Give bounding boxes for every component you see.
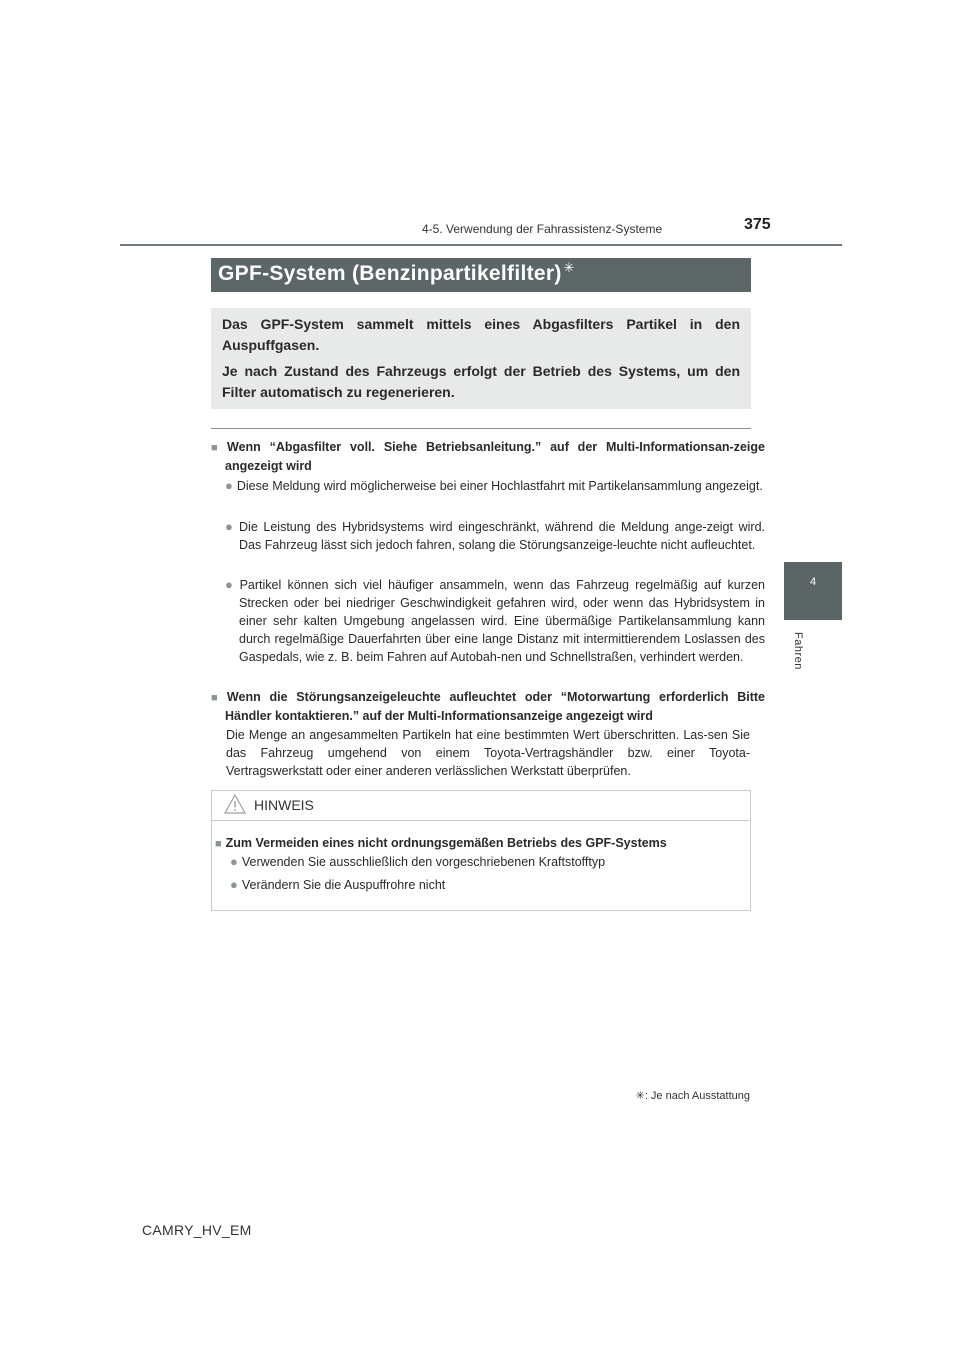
square-bullet-icon: ■ bbox=[211, 692, 223, 704]
square-bullet-icon: ■ bbox=[211, 442, 223, 454]
bullet-item: ● Die Leistung des Hybridsystems wird eingeschränkt, während die Meldung ange-zeigt wird. Das Fahrzeug lässt sich jedoch fahren, solang die Störungsanzeige-leuchte nicht aufleuchtet. bbox=[225, 519, 765, 552]
asterisk-icon: ✳ bbox=[563, 260, 575, 275]
chapter-tab bbox=[784, 562, 842, 620]
section-heading-1: ■ Wenn “Abgasfilter voll. Siehe Betriebsanleitung.” auf der Multi-Informationsan-zeige angezeigt wird bbox=[211, 440, 765, 473]
header-rule bbox=[120, 244, 842, 246]
section-heading-2: ■ Wenn die Störungsanzeigeleuchte aufleuchtet oder “Motorwartung erforderlich Bitte Händler kontaktieren.” auf der Multi-Informationsanzeige angezeigt wird bbox=[211, 690, 765, 723]
chapter-label: Fahren bbox=[792, 632, 804, 670]
circle-bullet-icon: ● bbox=[225, 519, 236, 534]
notice-divider bbox=[211, 820, 751, 821]
page-number: 375 bbox=[744, 216, 771, 233]
bullet-item: ● Diese Meldung wird möglicherweise bei einer Hochlastfahrt mit Partikelansammlung angezeigt. bbox=[225, 478, 763, 493]
warning-triangle-icon bbox=[224, 794, 246, 814]
asterisk-icon: ✳ bbox=[635, 1090, 645, 1102]
notice-item: ● Verändern Sie die Auspuffrohre nicht bbox=[230, 877, 446, 892]
chapter-number: 4 bbox=[809, 576, 817, 588]
square-bullet-icon: ■ bbox=[215, 838, 222, 850]
footnote: ✳: Je nach Ausstattung bbox=[635, 1090, 750, 1102]
intro-paragraph-2: Je nach Zustand des Fahrzeugs erfolgt der Betrieb des Systems, um den Filter automatisch zu regenerieren. bbox=[222, 363, 740, 400]
section-paragraph: Die Menge an angesammelten Partikeln hat eine bestimmten Wert überschritten. Las-sen Sie das Fahrzeug umgehend von einem Toyota-Vertragshändler bzw. einer Toyota-Vertragswerkstatt oder einer anderen verlässlichen Werkstatt überprüfen. bbox=[226, 728, 750, 778]
circle-bullet-icon: ● bbox=[225, 577, 236, 592]
bullet-item: ● Partikel können sich viel häufiger ansammeln, wenn das Fahrzeug regelmäßig auf kurzen Strecken oder bei niedriger Geschwindigkeit gefahren wird, oder wenn das Hybridsystem in einer sehr kalten Umgebung angelassen wird. Eine übermäßige Partikelansammlung kann durch regelmäßige Dauerfahrten über eine lange Distanz mit intermittierendem Loslassen des Gaspedals, wie z. B. beim Fahren auf Autobah-nen und Schnellstraßen, verhindert werden. bbox=[225, 577, 765, 664]
intro-paragraph-1: Das GPF-System sammelt mittels eines Abgasfilters Partikel in den Auspuffgasen. bbox=[222, 316, 740, 353]
circle-bullet-icon: ● bbox=[230, 854, 238, 869]
document-code: CAMRY_HV_EM bbox=[142, 1222, 252, 1238]
notice-heading: ■ Zum Vermeiden eines nicht ordnungsgemäßen Betriebs des GPF-Systems bbox=[215, 836, 667, 850]
notice-item: ● Verwenden Sie ausschließlich den vorgeschriebenen Kraftstofftyp bbox=[230, 854, 606, 869]
running-header: 4-5. Verwendung der Fahrassistenz-Systeme bbox=[422, 222, 663, 236]
page-title bbox=[218, 262, 575, 286]
section-rule bbox=[211, 428, 751, 429]
circle-bullet-icon: ● bbox=[225, 478, 233, 493]
circle-bullet-icon: ● bbox=[230, 877, 238, 892]
notice-title: HINWEIS bbox=[254, 797, 314, 813]
page-title-text: GPF-System (Benzinpartikelfilter) bbox=[218, 262, 562, 285]
